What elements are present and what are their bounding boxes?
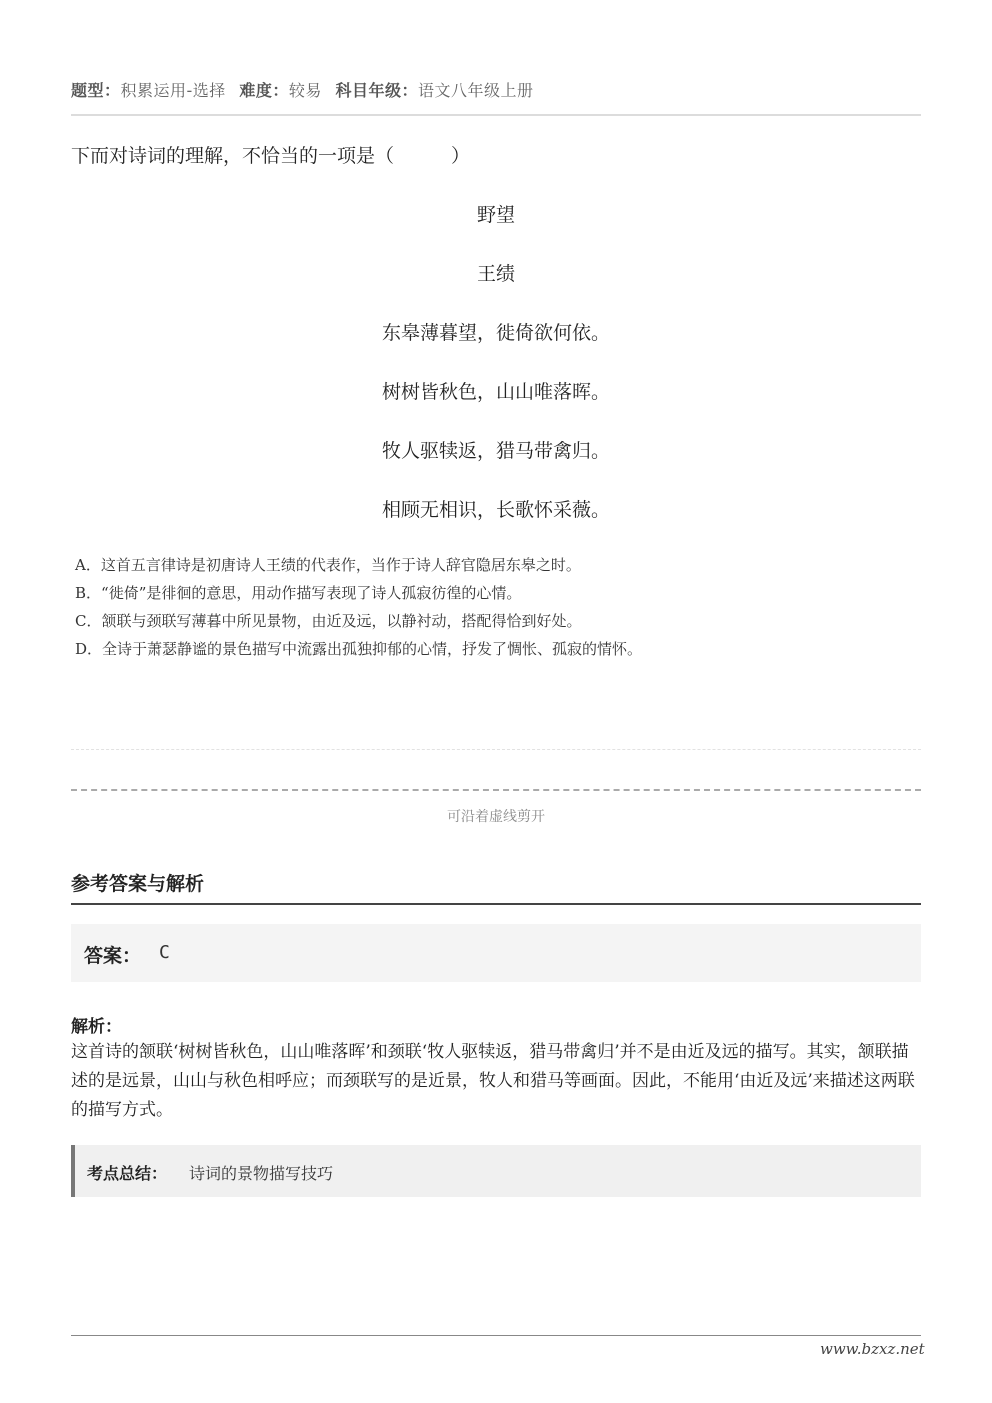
poem-author: 王绩 xyxy=(476,263,515,285)
cut-line xyxy=(71,789,921,791)
answer-box xyxy=(71,924,921,982)
question-meta xyxy=(71,78,534,101)
footer-site-link[interactable]: www.bzxz.net xyxy=(820,1340,925,1358)
answer-label: 答案： xyxy=(84,945,142,967)
option-b: B．“徙倚”是徘徊的意思，用动作描写表现了诗人孤寂彷徨的心情。 xyxy=(75,584,522,602)
dashed-divider-light xyxy=(71,749,921,750)
type-label: 题型： xyxy=(71,81,121,100)
answer-value: C xyxy=(159,942,170,963)
footer-divider xyxy=(71,1335,921,1336)
header-divider xyxy=(71,114,921,116)
poem-line: 树树皆秋色，山山唯落晖。 xyxy=(381,381,610,403)
option-a: A．这首五言律诗是初唐诗人王绩的代表作，当作于诗人辞官隐居东皋之时。 xyxy=(75,556,581,574)
summary-label: 考点总结： xyxy=(87,1164,168,1183)
option-d: D．全诗于萧瑟静谧的景色描写中流露出孤独抑郁的心情，抒发了惆怅、孤寂的情怀。 xyxy=(75,640,643,658)
question-stem: 下而对诗词的理解，不恰当的一项是（ ） xyxy=(71,145,471,167)
difficulty-value: 较易 xyxy=(288,81,322,100)
answer-heading-divider xyxy=(71,903,921,905)
subject-label: 科目年级： xyxy=(335,81,419,100)
option-c: C．颔联与颈联写薄暮中所见景物，由近及远，以静衬动，搭配得恰到好处。 xyxy=(75,612,582,630)
subject-value: 语文八年级上册 xyxy=(418,81,534,100)
difficulty-label: 难度： xyxy=(239,81,289,100)
analysis-label: 解析： xyxy=(71,1017,122,1037)
analysis-text: 这首诗的颔联‘树树皆秋色，山山唯落晖’和颈联‘牧人驱犊返，猎马带禽归’并不是由近及远的描写。其实，颔联描述的是远景，山山与秋色相呼应；而颈联写的是近景，牧人和猎马等画面。因此，不能用‘由近及远’来描述这两联的描写方式。 xyxy=(71,1042,915,1120)
summary-value: 诗词的景物描写技巧 xyxy=(189,1164,334,1183)
poem-line: 东皋薄暮望，徙倚欲何依。 xyxy=(381,322,610,344)
answer-section-heading: 参考答案与解析 xyxy=(71,873,205,895)
summary-box xyxy=(71,1145,921,1197)
poem-title: 野望 xyxy=(476,204,515,226)
poem-line: 牧人驱犊返，猎马带禽归。 xyxy=(381,440,610,462)
poem-line: 相顾无相识，长歌怀采薇。 xyxy=(381,499,610,521)
type-value: 积累运用-选择 xyxy=(120,81,226,100)
cut-hint: 可沿着虚线剪开 xyxy=(447,809,545,825)
